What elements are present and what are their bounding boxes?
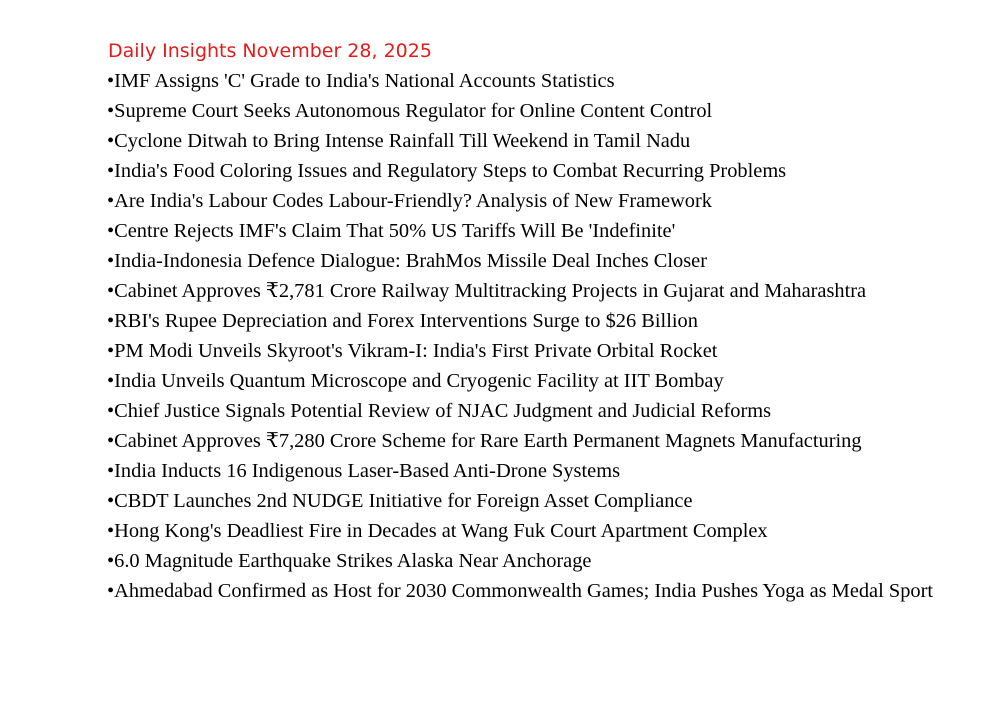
list-item bbox=[107, 247, 942, 275]
list-item bbox=[107, 157, 942, 185]
list-item bbox=[107, 277, 942, 305]
bullet: • bbox=[107, 490, 115, 512]
page-title: Daily Insights November 28, 2025 bbox=[108, 40, 432, 62]
list-item bbox=[107, 457, 942, 485]
news-list bbox=[107, 67, 942, 607]
bullet: • bbox=[107, 310, 115, 332]
bullet: • bbox=[107, 520, 115, 542]
list-item bbox=[107, 337, 942, 365]
list-item bbox=[107, 427, 942, 455]
list-item bbox=[107, 97, 942, 125]
list-item bbox=[107, 547, 942, 575]
list-item-text: Ahmedabad Confirmed as Host for 2030 Commonwealth Games; India Pushes Yoga as Medal Sport bbox=[114, 580, 934, 602]
bullet: • bbox=[107, 280, 115, 302]
bullet: • bbox=[107, 430, 115, 452]
list-item bbox=[107, 307, 942, 335]
bullet: • bbox=[107, 550, 115, 572]
list-item-text: 6.0 Magnitude Earthquake Strikes Alaska Near Anchorage bbox=[114, 550, 592, 572]
bullet: • bbox=[107, 220, 115, 242]
list-item bbox=[107, 487, 942, 515]
list-item bbox=[107, 367, 942, 395]
bullet: • bbox=[107, 160, 115, 182]
list-item bbox=[107, 67, 942, 95]
list-item-text: PM Modi Unveils Skyroot's Vikram-I: India's First Private Orbital Rocket bbox=[114, 340, 718, 362]
list-item bbox=[107, 217, 942, 245]
list-item-text: Cabinet Approves ₹7,280 Crore Scheme for Rare Earth Permanent Magnets Manufacturing bbox=[114, 430, 862, 452]
list-item bbox=[107, 397, 942, 425]
bullet: • bbox=[107, 370, 115, 392]
list-item-text: Hong Kong's Deadliest Fire in Decades at Wang Fuk Court Apartment Complex bbox=[114, 520, 768, 542]
bullet: • bbox=[107, 100, 115, 122]
list-item bbox=[107, 517, 942, 545]
list-item-text: India Unveils Quantum Microscope and Cryogenic Facility at IIT Bombay bbox=[114, 370, 724, 392]
list-item bbox=[107, 577, 942, 605]
list-item-text: Centre Rejects IMF's Claim That 50% US Tariffs Will Be 'Indefinite' bbox=[114, 220, 676, 242]
list-item-text: India-Indonesia Defence Dialogue: BrahMos Missile Deal Inches Closer bbox=[114, 250, 707, 272]
list-item-text: India's Food Coloring Issues and Regulatory Steps to Combat Recurring Problems bbox=[114, 160, 787, 182]
list-item bbox=[107, 127, 942, 155]
bullet: • bbox=[107, 130, 115, 152]
list-item-text: CBDT Launches 2nd NUDGE Initiative for Foreign Asset Compliance bbox=[114, 490, 693, 512]
list-item-text: Supreme Court Seeks Autonomous Regulator for Online Content Control bbox=[114, 100, 713, 122]
bullet: • bbox=[107, 460, 115, 482]
bullet: • bbox=[107, 340, 115, 362]
bullet: • bbox=[107, 400, 115, 422]
list-item-text: RBI's Rupee Depreciation and Forex Interventions Surge to $26 Billion bbox=[114, 310, 698, 332]
bullet: • bbox=[107, 580, 115, 602]
list-item-text: India Inducts 16 Indigenous Laser-Based Anti-Drone Systems bbox=[114, 460, 621, 482]
list-item-text: IMF Assigns 'C' Grade to India's National Accounts Statistics bbox=[114, 70, 615, 92]
bullet: • bbox=[107, 190, 115, 212]
list-item-text: Chief Justice Signals Potential Review of NJAC Judgment and Judicial Reforms bbox=[114, 400, 772, 422]
list-item-text: Cabinet Approves ₹2,781 Crore Railway Multitracking Projects in Gujarat and Maharashtra bbox=[114, 280, 867, 302]
list-item-text: Cyclone Ditwah to Bring Intense Rainfall Till Weekend in Tamil Nadu bbox=[114, 130, 691, 152]
bullet: • bbox=[107, 250, 115, 272]
list-item-text: Are India's Labour Codes Labour-Friendly? Analysis of New Framework bbox=[114, 190, 712, 212]
bullet: • bbox=[107, 70, 115, 92]
list-item bbox=[107, 187, 942, 215]
